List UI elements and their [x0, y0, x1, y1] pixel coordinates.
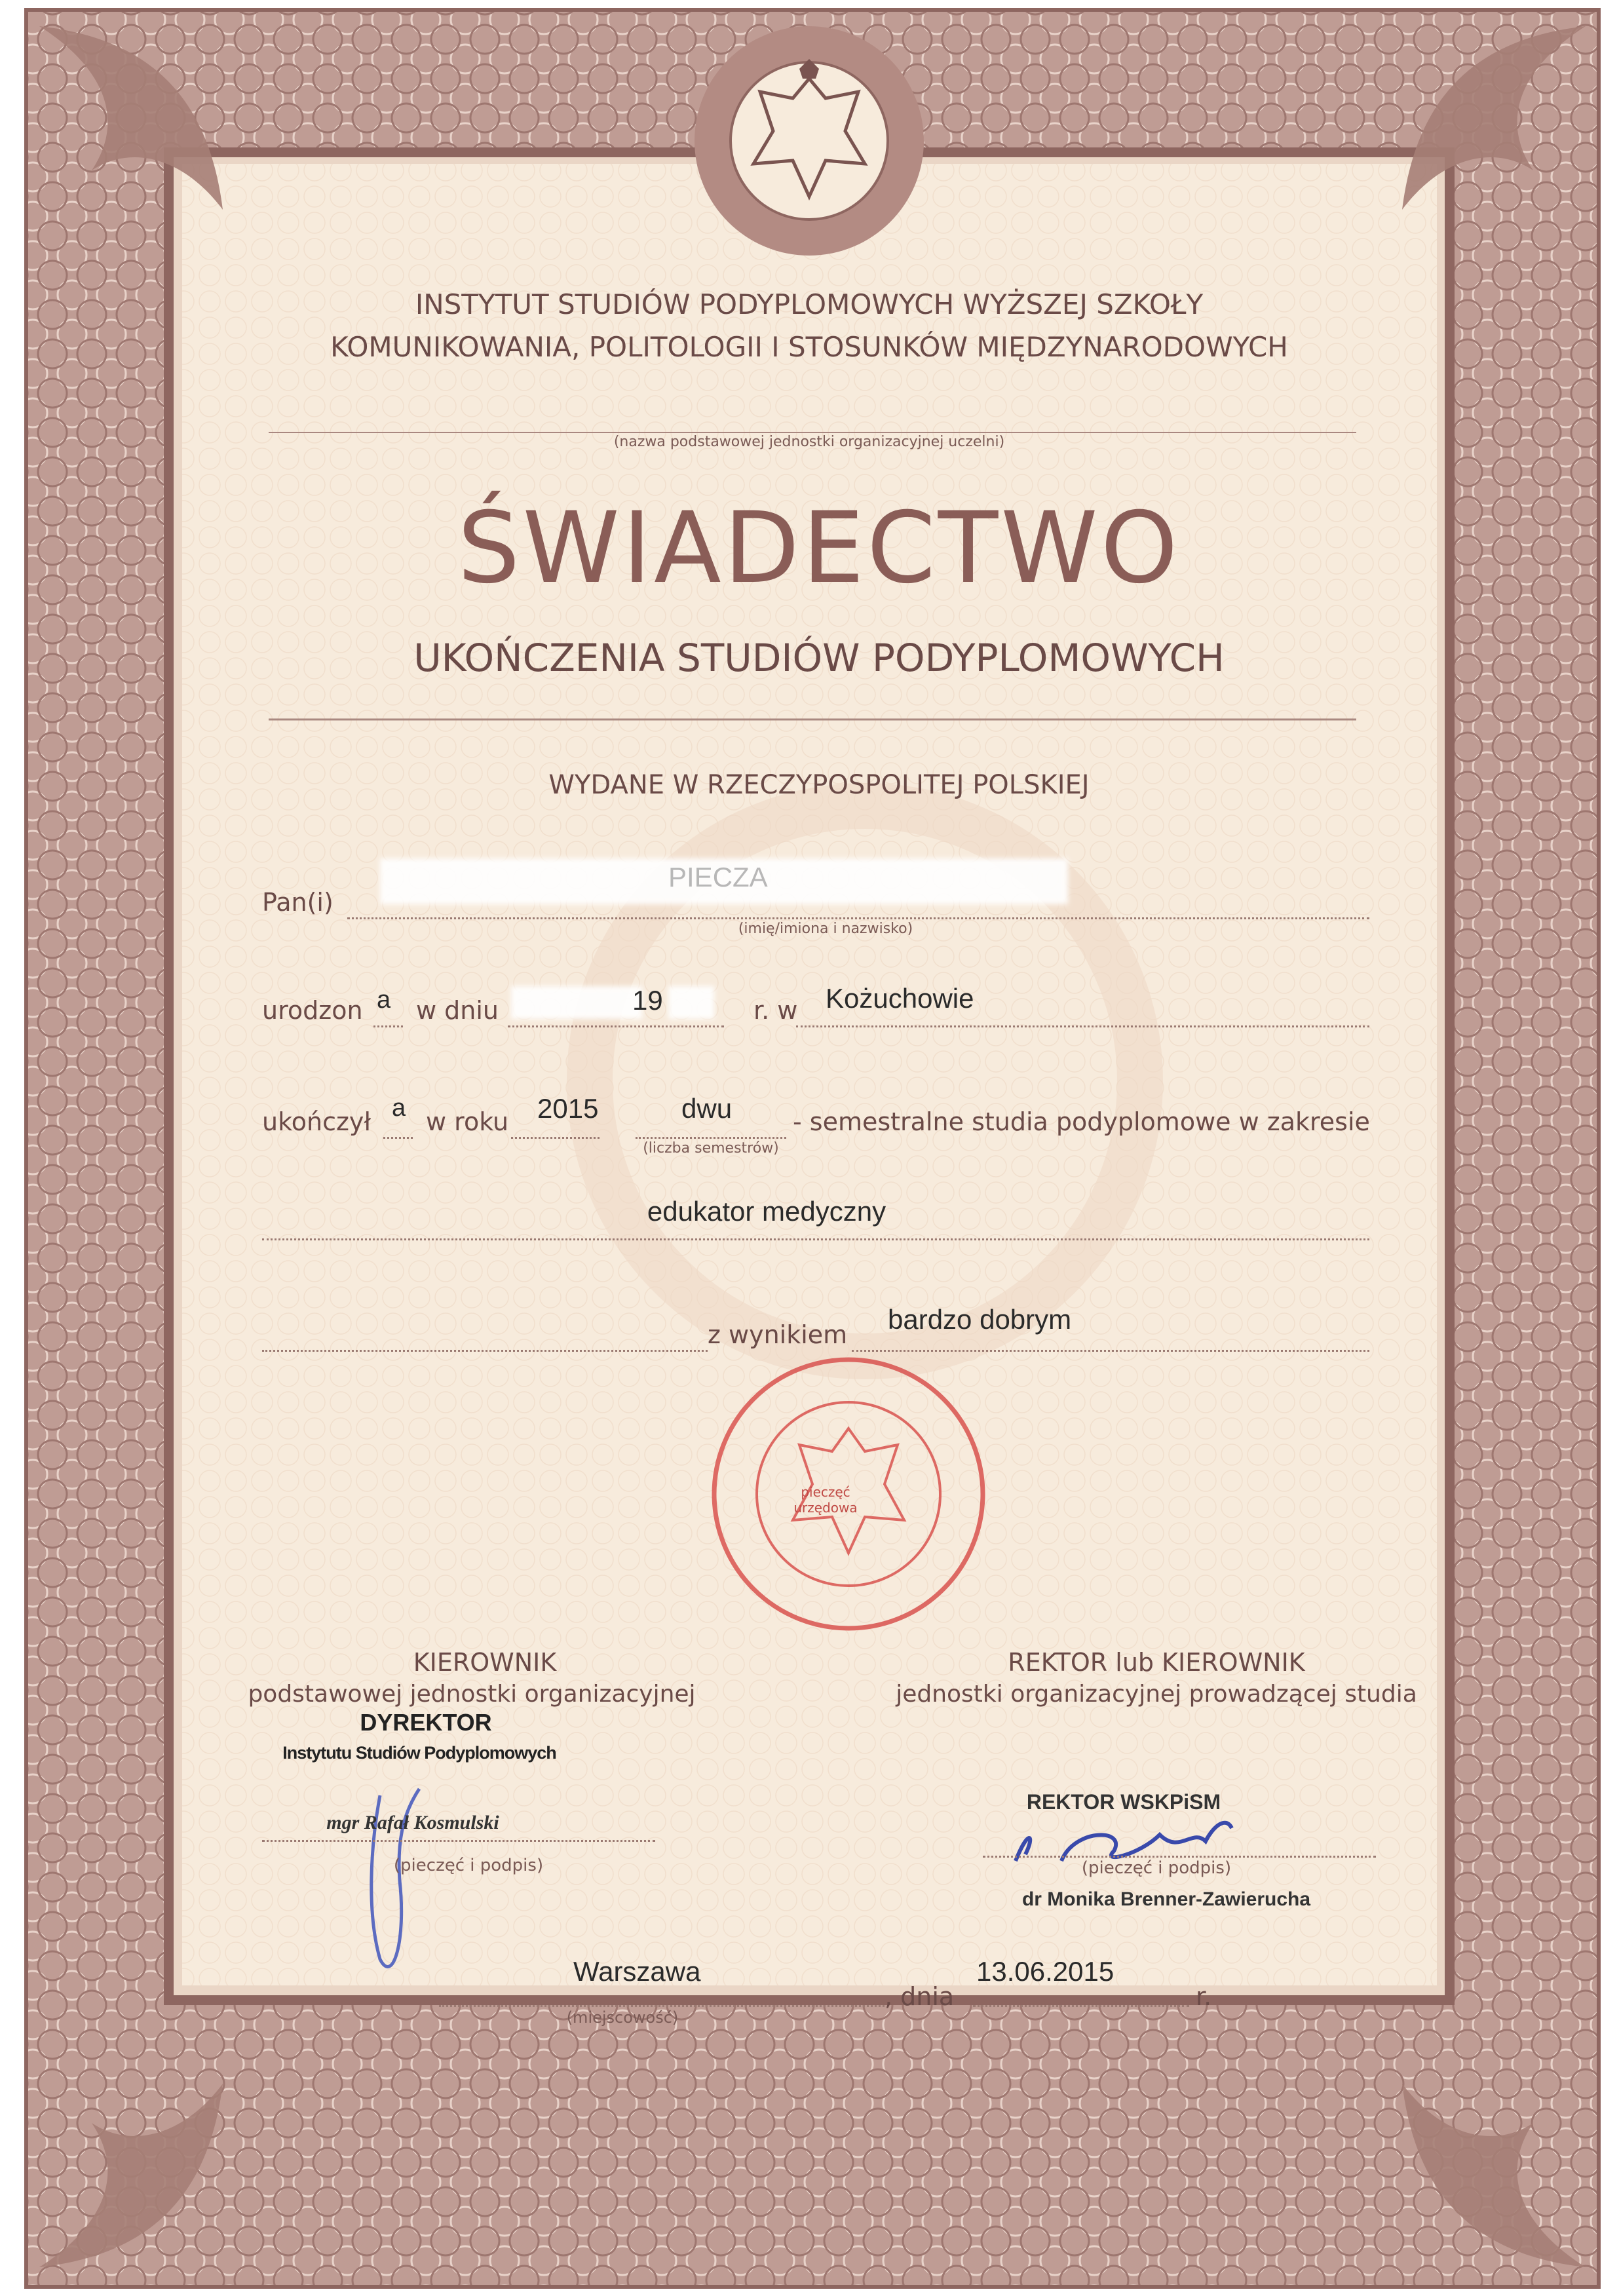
year-label: w roku — [426, 1107, 509, 1136]
studies-text: - semestralne studia podyplomowe w zakresie — [793, 1107, 1370, 1136]
person-name: PIECZA — [668, 862, 768, 892]
place-label: r. w — [753, 996, 798, 1025]
issue-place: Warszawa — [573, 1956, 701, 1987]
left-signatory-title: KIEROWNIK — [413, 1648, 557, 1677]
birth-place: Kożuchowie — [826, 983, 974, 1014]
completed-label: ukończył — [262, 1107, 371, 1136]
issue-place-caption: (miejscowość) — [566, 2008, 679, 2027]
person-caption: (imię/imiona i nazwisko) — [738, 921, 913, 937]
left-signatory-subtitle: podstawowej jednostki organizacyjnej — [248, 1681, 696, 1708]
right-signatory-title: REKTOR lub KIEROWNIK — [1008, 1648, 1305, 1677]
born-suffix: a — [377, 986, 391, 1014]
left-stamp-line-1: DYREKTOR — [360, 1709, 492, 1736]
document-subtitle: UKOŃCZENIA STUDIÓW PODYPLOMOWYCH — [413, 636, 1225, 680]
seal-label: pieczęć urzędowa — [793, 1484, 858, 1516]
left-signatory-name: mgr Rafał Kosmulski — [326, 1812, 499, 1833]
certificate — [13, 0, 1606, 2296]
born-label: urodzon — [262, 996, 363, 1025]
institution-line-2: KOMUNIKOWANIA, POLITOLOGII I STOSUNKÓW MIĘDZYNARODOWYCH — [330, 331, 1288, 363]
institution-line-1: INSTYTUT STUDIÓW PODYPLOMOWYCH WYŻSZEJ SZKOŁY — [415, 288, 1204, 320]
issue-date-label: , dnia — [885, 1982, 955, 2011]
birth-date: 19 — [632, 985, 663, 1016]
day-label: w dniu — [416, 996, 499, 1025]
document-title: ŚWIADECTWO — [457, 491, 1181, 605]
completed-suffix: a — [392, 1094, 406, 1122]
institution-caption: (nazwa podstawowej jednostki organizacyjnej uczelni) — [613, 434, 1005, 450]
semester-count: dwu — [681, 1093, 733, 1124]
person-label: Pan(i) — [262, 888, 333, 917]
issue-date-suffix: r. — [1196, 1982, 1212, 2011]
right-signatory-name: dr Monika Brenner-Zawierucha — [1021, 1888, 1311, 1910]
right-signatory-caption: (pieczęć i podpis) — [1081, 1858, 1232, 1878]
issue-date: 13.06.2015 — [976, 1956, 1114, 1987]
issued-statement: WYDANE W RZECZYPOSPOLITEJ POLSKIEJ — [548, 770, 1090, 800]
redacted-date — [511, 986, 642, 1019]
right-stamp-line-1: REKTOR WSKPiSM — [1026, 1790, 1221, 1814]
completion-year: 2015 — [537, 1093, 599, 1124]
left-stamp-line-2: Instytutu Studiów Podyplomowych — [282, 1743, 556, 1763]
result-label: z wynikiem — [708, 1320, 848, 1349]
semester-caption: (liczba semestrów) — [643, 1140, 779, 1157]
eagle-emblem — [695, 26, 924, 256]
right-signatory-subtitle: jednostki organizacyjnej prowadzącej studia — [896, 1681, 1417, 1708]
result-value: bardzo dobrym — [888, 1304, 1072, 1335]
left-signatory-caption: (pieczęć i podpis) — [393, 1856, 544, 1875]
study-field: edukator medyczny — [647, 1196, 886, 1227]
